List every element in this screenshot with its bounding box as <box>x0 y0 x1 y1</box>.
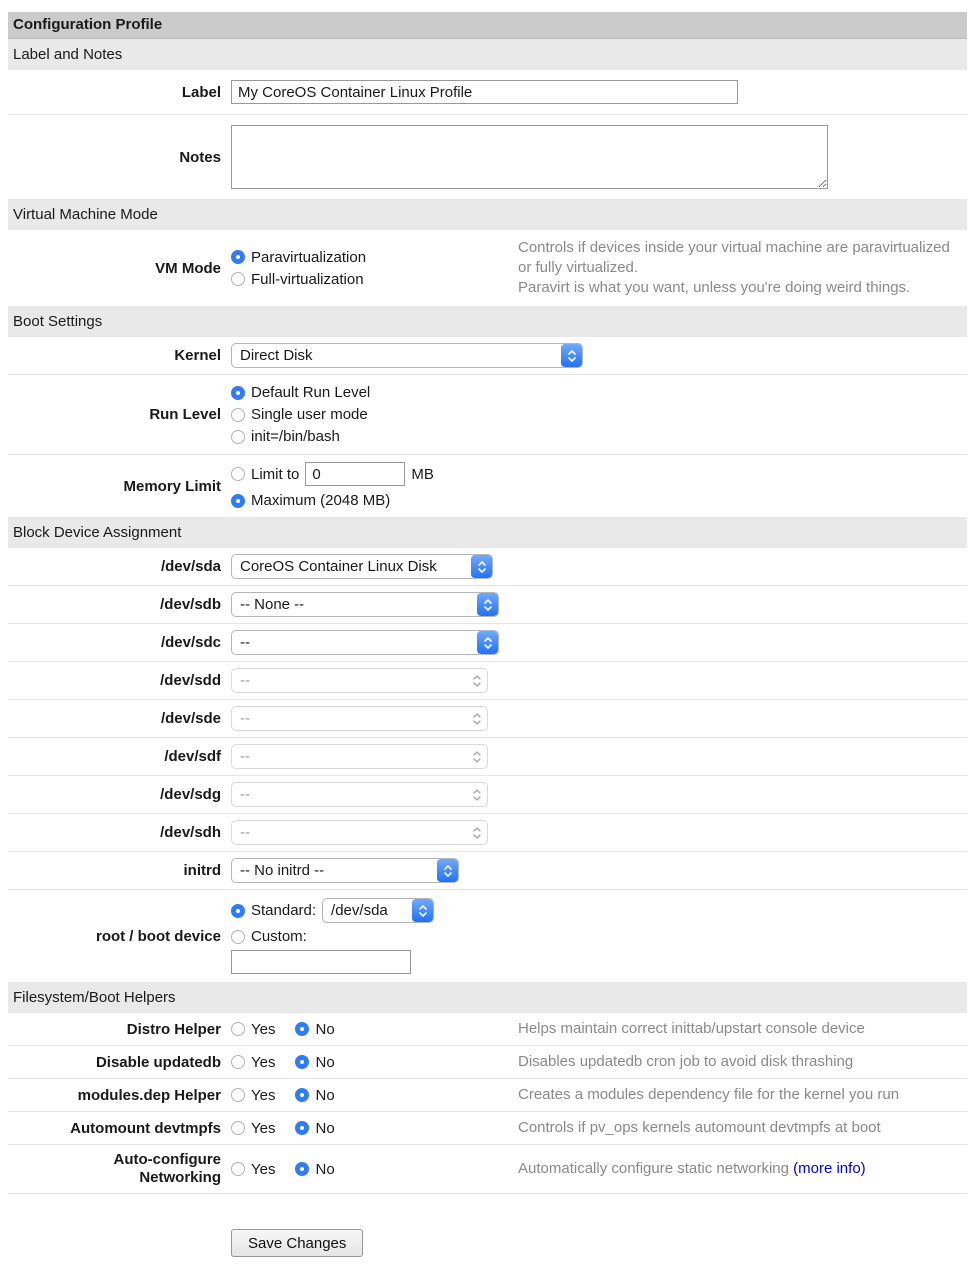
root-custom-option[interactable] <box>231 927 434 946</box>
initrd-row <box>8 852 967 890</box>
select-stepper-icon <box>466 707 487 730</box>
automount-devtmpfs-yes-label: Yes <box>251 1119 276 1137</box>
kernel-select[interactable] <box>231 343 583 368</box>
configuration-profile-page <box>8 12 967 1271</box>
modules-dep-helper-label: modules.dep Helper <box>77 1086 221 1104</box>
vm-mode-option-paravirtualization[interactable] <box>231 248 518 267</box>
memory-limit-label: Memory Limit <box>123 477 221 495</box>
limit-to-label: Limit to <box>251 465 300 483</box>
modules-dep-help: Creates a modules dependency file for the kernel you run <box>518 1086 900 1103</box>
distro-helper-yes-radio[interactable] <box>231 1022 245 1036</box>
distro-helper-yes-label: Yes <box>251 1020 276 1038</box>
custom-device-input[interactable] <box>231 950 411 974</box>
disable-updatedb-no-radio[interactable] <box>295 1055 309 1069</box>
run-level-option-init-bash[interactable] <box>231 427 370 446</box>
memory-maximum-option[interactable] <box>231 491 434 510</box>
section-label-and-notes: Label and Notes <box>8 39 967 70</box>
dev-sdd-select-value: -- <box>240 672 250 689</box>
distro-helper-no-radio[interactable] <box>295 1022 309 1036</box>
root-standard-option[interactable] <box>231 898 434 923</box>
select-stepper-icon <box>437 859 458 882</box>
modules-dep-yes-label: Yes <box>251 1086 276 1104</box>
section-filesystem-boot-helpers: Filesystem/Boot Helpers <box>8 982 967 1013</box>
disable-updatedb-row <box>8 1046 967 1079</box>
dev-sdh-select-value: -- <box>240 824 250 841</box>
device-row-sdc <box>8 624 967 662</box>
dev-sdg-select-value: -- <box>240 786 250 803</box>
dev-sdc-select-value: -- <box>240 634 250 651</box>
dev-sdd-label: /dev/sdd <box>160 672 221 689</box>
memory-unit-label: MB <box>411 465 434 483</box>
paravirtualization-radio[interactable] <box>231 250 245 264</box>
dev-sdh-label: /dev/sdh <box>160 824 221 841</box>
single-user-mode-radio[interactable] <box>231 408 245 422</box>
auto-configure-help-text: Automatically configure static networking <box>518 1160 789 1177</box>
device-row-sdf <box>8 738 967 776</box>
section-virtual-machine-mode: Virtual Machine Mode <box>8 199 967 230</box>
disable-updatedb-label: Disable updatedb <box>95 1053 221 1071</box>
auto-configure-no-label: No <box>315 1160 335 1178</box>
dev-sda-select[interactable] <box>231 554 493 579</box>
notes-textarea[interactable] <box>231 125 828 189</box>
auto-configure-yes-label: Yes <box>251 1160 276 1178</box>
dev-sda-label: /dev/sda <box>160 558 221 575</box>
device-row-sdb <box>8 586 967 624</box>
vm-mode-help-line1: Controls if devices inside your virtual machine are paravirtualized or fully virtualized. <box>518 239 950 276</box>
vm-mode-help <box>518 238 967 298</box>
device-row-sda <box>8 548 967 586</box>
dev-sdc-select[interactable] <box>231 630 499 655</box>
select-stepper-icon <box>466 669 487 692</box>
dev-sdf-label: /dev/sdf <box>164 748 221 765</box>
default-run-level-radio[interactable] <box>231 386 245 400</box>
automount-devtmpfs-no-radio[interactable] <box>295 1121 309 1135</box>
initrd-select[interactable] <box>231 858 459 883</box>
maximum-memory-label: Maximum (2048 MB) <box>251 492 391 509</box>
dev-sdb-select-value: -- None -- <box>240 596 305 613</box>
dev-sdb-label: /dev/sdb <box>160 596 221 613</box>
dev-sdf-select <box>231 744 488 769</box>
section-block-device-assignment: Block Device Assignment <box>8 517 967 548</box>
disable-updatedb-no-label: No <box>315 1053 335 1071</box>
kernel-label: Kernel <box>174 347 221 364</box>
custom-device-label: Custom: <box>251 928 307 945</box>
distro-helper-row <box>8 1013 967 1046</box>
memory-limit-to-option[interactable] <box>231 462 434 486</box>
vm-mode-option-full-virtualization[interactable] <box>231 270 518 289</box>
dev-sdg-label: /dev/sdg <box>160 786 221 803</box>
dev-sdh-select <box>231 820 488 845</box>
device-row-sdg <box>8 776 967 814</box>
dev-sde-label: /dev/sde <box>160 710 221 727</box>
run-level-option-single-user[interactable] <box>231 405 370 424</box>
vm-mode-label: VM Mode <box>155 259 221 277</box>
auto-configure-no-radio[interactable] <box>295 1162 309 1176</box>
more-info-link[interactable]: (more info) <box>793 1160 866 1177</box>
automount-devtmpfs-yes-radio[interactable] <box>231 1121 245 1135</box>
select-stepper-icon <box>471 555 492 578</box>
notes-field-label: Notes <box>179 148 221 166</box>
disable-updatedb-yes-label: Yes <box>251 1053 276 1071</box>
standard-device-label: Standard: <box>251 902 317 919</box>
label-field-label: Label <box>181 83 221 101</box>
auto-configure-yes-radio[interactable] <box>231 1162 245 1176</box>
distro-helper-label: Distro Helper <box>126 1020 221 1038</box>
root-boot-device-row <box>8 890 967 982</box>
auto-configure-networking-row <box>8 1145 967 1194</box>
select-stepper-icon <box>561 344 582 367</box>
automount-devtmpfs-row <box>8 1112 967 1145</box>
dev-sde-select <box>231 706 488 731</box>
root-boot-device-label: root / boot device <box>95 927 221 945</box>
modules-dep-helper-row <box>8 1079 967 1112</box>
dev-sdc-label: /dev/sdc <box>160 634 221 651</box>
label-input[interactable] <box>231 80 738 104</box>
dev-sde-select-value: -- <box>240 710 250 727</box>
dev-sdf-select-value: -- <box>240 748 250 765</box>
init-bash-label: init=/bin/bash <box>251 428 340 445</box>
select-stepper-icon <box>466 821 487 844</box>
full-virtualization-radio[interactable] <box>231 272 245 286</box>
modules-dep-no-label: No <box>315 1086 335 1104</box>
standard-device-radio[interactable] <box>231 904 245 918</box>
automount-devtmpfs-label: Automount devtmpfs <box>70 1119 221 1137</box>
limit-to-radio[interactable] <box>231 467 245 481</box>
standard-device-select[interactable] <box>322 898 434 923</box>
auto-configure-networking-label: Auto-configure Networking <box>113 1151 221 1186</box>
vm-mode-help-line2: Paravirt is what you want, unless you're doing weird things. <box>518 279 911 296</box>
auto-configure-help <box>518 1159 967 1179</box>
default-run-level-label: Default Run Level <box>251 384 371 401</box>
initrd-select-value: -- No initrd -- <box>240 862 325 879</box>
custom-device-radio[interactable] <box>231 930 245 944</box>
dev-sdd-select <box>231 668 488 693</box>
dev-sdg-select <box>231 782 488 807</box>
run-level-label: Run Level <box>149 406 221 423</box>
modules-dep-yes-radio[interactable] <box>231 1088 245 1102</box>
select-stepper-icon <box>477 593 498 616</box>
standard-device-select-value: /dev/sda <box>331 902 388 919</box>
select-stepper-icon <box>477 631 498 654</box>
kernel-select-value: Direct Disk <box>240 347 313 364</box>
disable-updatedb-yes-radio[interactable] <box>231 1055 245 1069</box>
device-row-sde <box>8 700 967 738</box>
full-virtualization-label: Full-virtualization <box>251 270 364 288</box>
init-bash-radio[interactable] <box>231 430 245 444</box>
maximum-memory-radio[interactable] <box>231 494 245 508</box>
paravirtualization-label: Paravirtualization <box>251 248 367 266</box>
dev-sdb-select[interactable] <box>231 592 499 617</box>
select-stepper-icon <box>412 899 433 922</box>
save-changes-button[interactable]: Save Changes <box>231 1229 363 1257</box>
section-boot-settings: Boot Settings <box>8 306 967 337</box>
run-level-option-default[interactable] <box>231 383 370 402</box>
distro-helper-help: Helps maintain correct inittab/upstart console device <box>518 1020 865 1037</box>
automount-devtmpfs-help: Controls if pv_ops kernels automount devtmpfs at boot <box>518 1119 881 1136</box>
single-user-mode-label: Single user mode <box>251 406 368 423</box>
memory-limit-input[interactable] <box>305 462 405 486</box>
device-row-sdd <box>8 662 967 700</box>
automount-devtmpfs-no-label: No <box>315 1119 335 1137</box>
select-stepper-icon <box>466 783 487 806</box>
dev-sda-select-value: CoreOS Container Linux Disk <box>240 558 437 575</box>
modules-dep-no-radio[interactable] <box>295 1088 309 1102</box>
device-row-sdh <box>8 814 967 852</box>
page-title: Configuration Profile <box>8 12 967 39</box>
initrd-label: initrd <box>183 862 221 879</box>
distro-helper-no-label: No <box>315 1020 335 1038</box>
select-stepper-icon <box>466 745 487 768</box>
disable-updatedb-help: Disables updatedb cron job to avoid disk thrashing <box>518 1053 854 1070</box>
